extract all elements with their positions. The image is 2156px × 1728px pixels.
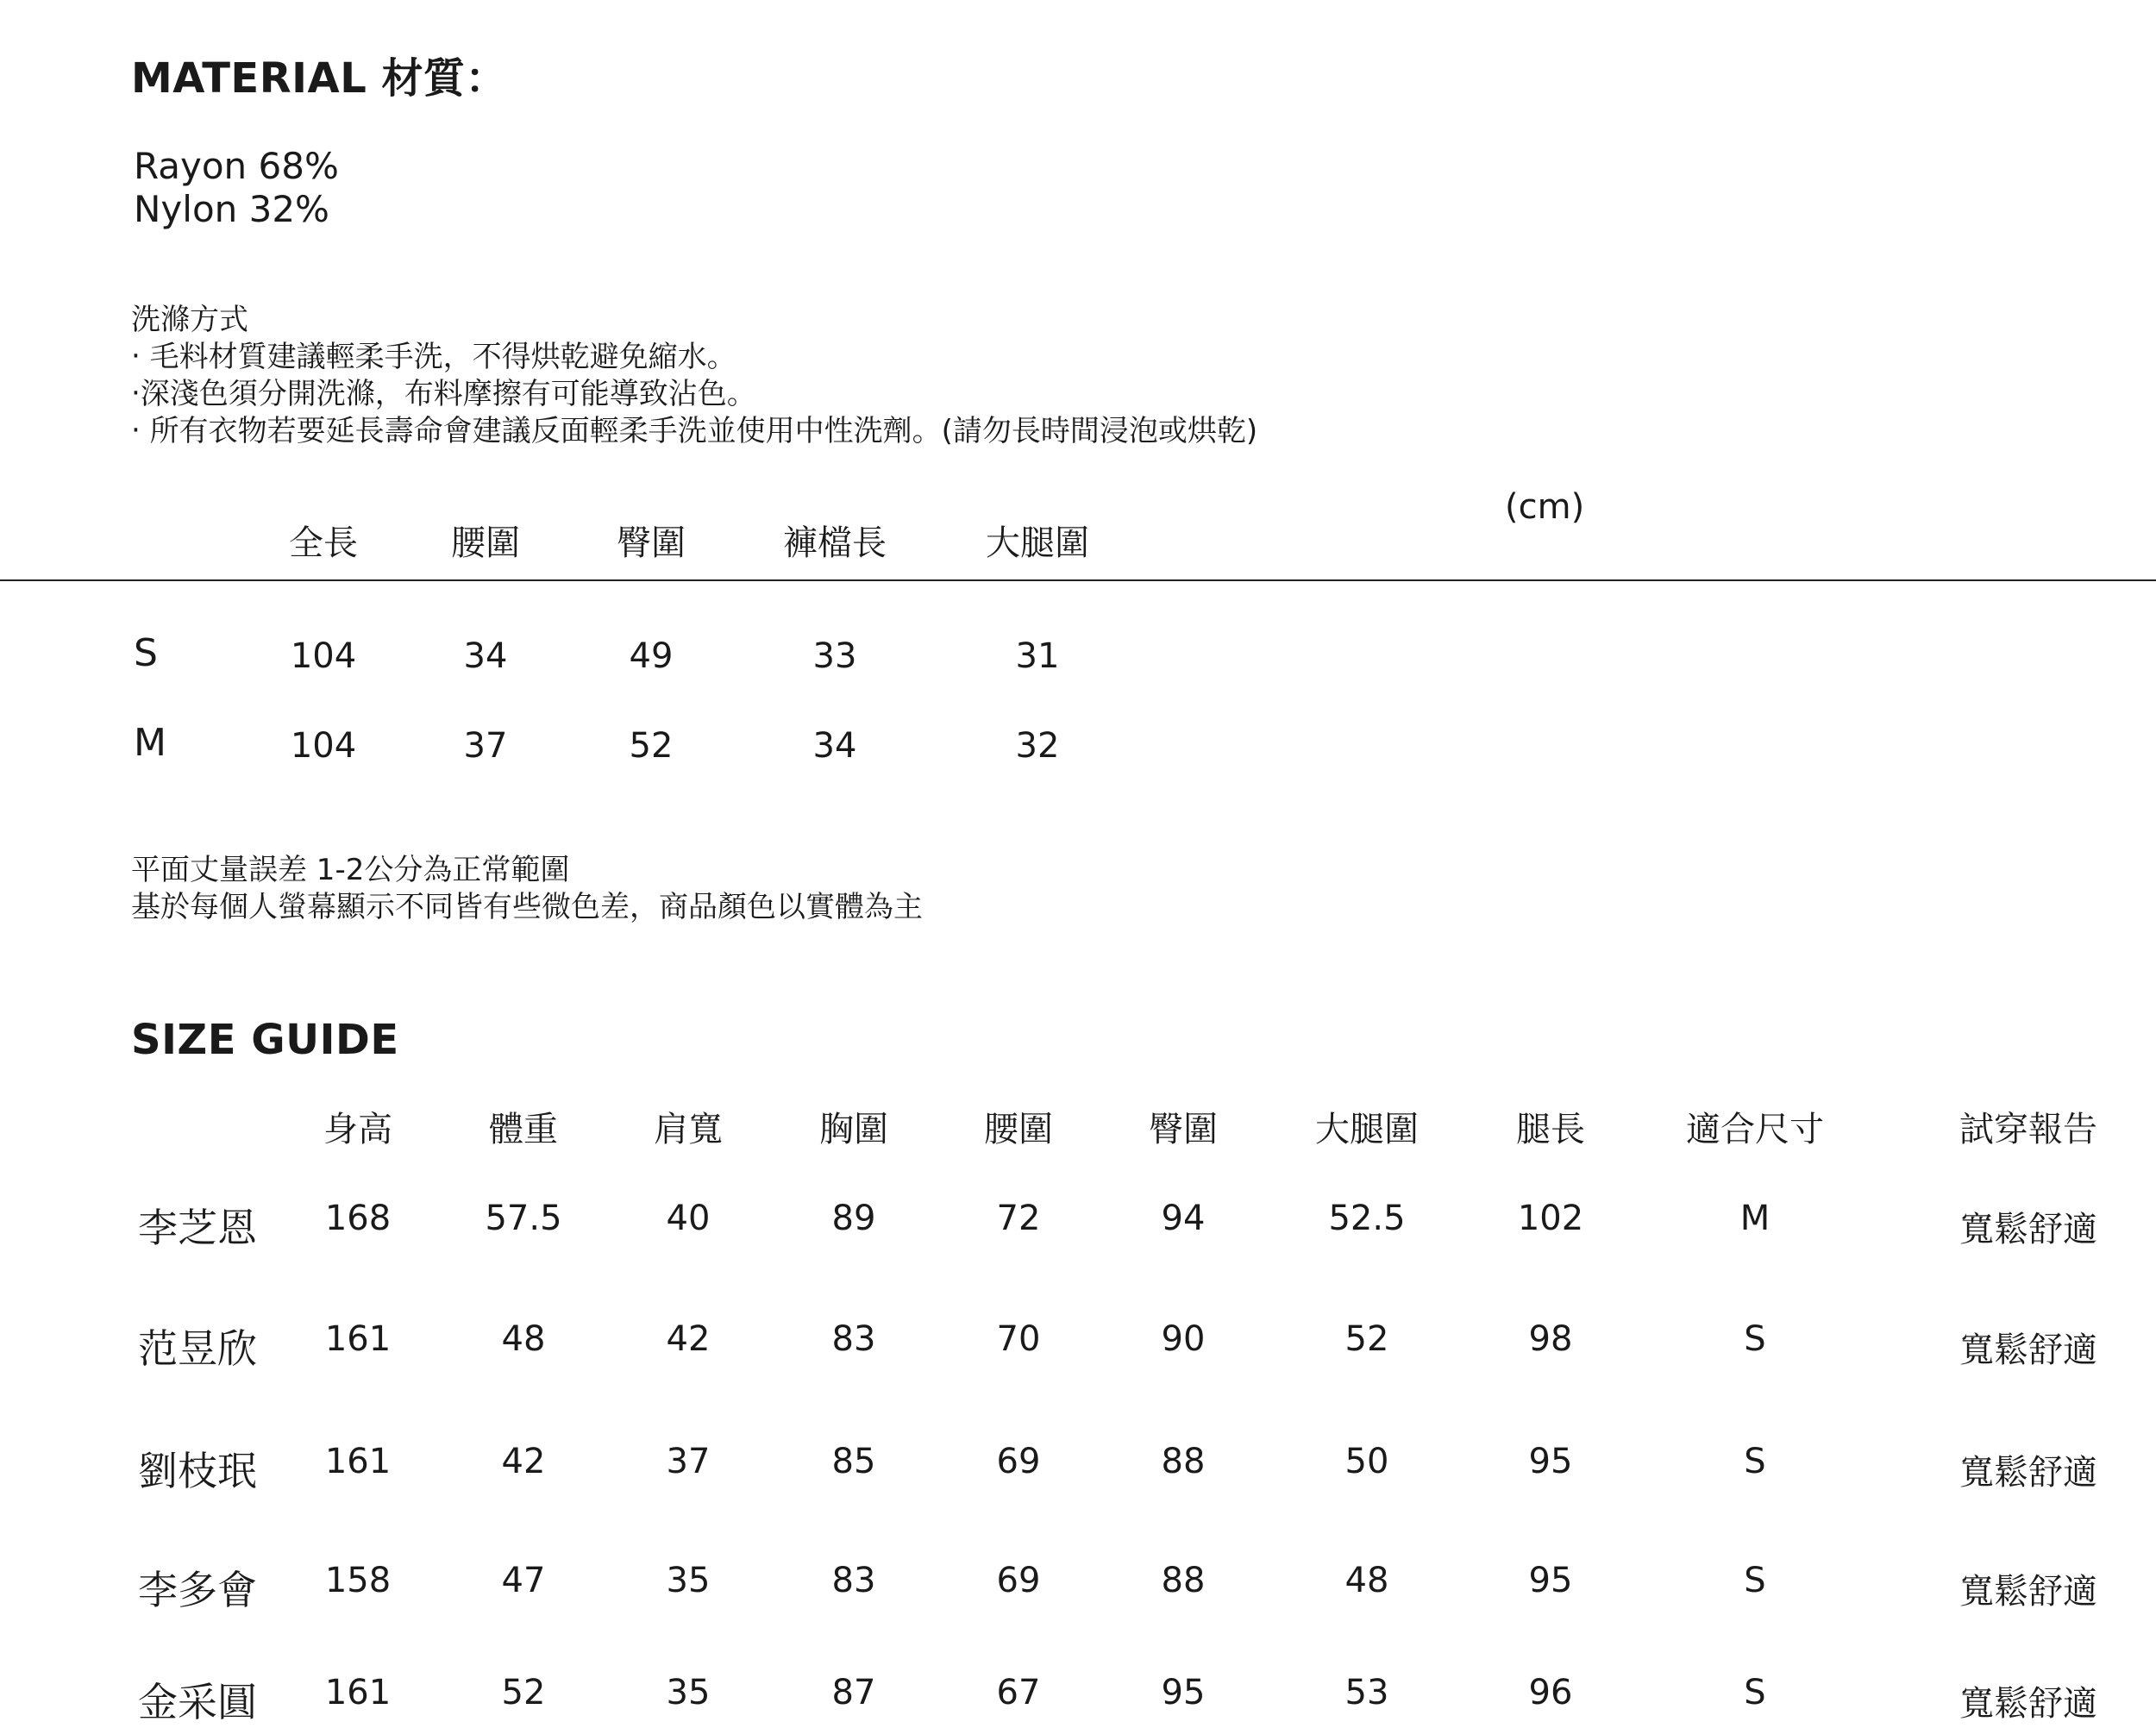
guide-header-leg-length: 腿長 [1516,1110,1585,1149]
guide-cell-fit-size: S [1744,1442,1766,1481]
size-header-hip: 臀圍 [617,523,686,563]
guide-cell-shoulder: 35 [666,1561,711,1600]
guide-cell-weight: 52 [501,1673,546,1712]
guide-cell-fit-size: S [1744,1673,1766,1712]
guide-cell-fit-report: 寬鬆舒適 [1959,1330,2097,1370]
guide-row-name: 李芝恩 [138,1205,257,1251]
guide-cell-fit-size: S [1744,1561,1766,1600]
guide-header-chest: 胸圍 [819,1110,888,1149]
guide-cell-thigh: 52 [1344,1319,1389,1359]
guide-cell-waist: 67 [996,1673,1041,1712]
size-row-label: S [134,631,158,675]
guide-cell-leg-length: 95 [1528,1442,1573,1481]
guide-row-name: 李多會 [138,1567,257,1613]
guide-header-weight: 體重 [489,1110,558,1149]
guide-cell-hip: 88 [1161,1442,1206,1481]
size-row-label: M [134,721,166,765]
size-cell: 31 [1015,636,1060,676]
size-guide-heading: SIZE GUIDE [131,1016,399,1064]
guide-cell-shoulder: 35 [666,1673,711,1712]
guide-cell-weight: 42 [501,1442,546,1481]
guide-cell-chest: 89 [831,1199,876,1238]
size-cell: 52 [629,726,674,766]
care-line-3: ‧ 所有衣物若要延長壽命會建議反面輕柔手洗並使用中性洗劑。(請勿長時間浸泡或烘乾) [131,414,1258,448]
guide-cell-fit-report: 寬鬆舒適 [1959,1453,2097,1493]
guide-cell-waist: 72 [996,1199,1041,1238]
guide-cell-hip: 95 [1161,1673,1206,1712]
guide-header-thigh: 大腿圍 [1315,1110,1419,1149]
size-cell: 34 [463,636,508,676]
guide-row-name: 金采圓 [138,1679,257,1725]
care-title: 洗滌方式 [131,303,248,337]
guide-cell-thigh: 53 [1344,1673,1389,1712]
size-header-rise: 褲檔長 [783,523,887,563]
guide-cell-thigh: 50 [1344,1442,1389,1481]
guide-header-waist: 腰圍 [984,1110,1053,1149]
guide-cell-fit-size: M [1739,1199,1771,1238]
size-cell: 34 [812,726,857,766]
size-cell: 32 [1015,726,1060,766]
guide-cell-fit-size: S [1744,1319,1766,1359]
guide-cell-waist: 69 [996,1561,1041,1600]
guide-cell-fit-report: 寬鬆舒適 [1959,1684,2097,1724]
guide-cell-height: 161 [324,1319,392,1359]
guide-cell-shoulder: 37 [666,1442,711,1481]
guide-cell-chest: 87 [831,1673,876,1712]
material-line-rayon: Rayon 68% [134,145,339,187]
guide-cell-height: 168 [324,1199,392,1238]
guide-header-height: 身高 [323,1110,392,1149]
guide-cell-hip: 88 [1161,1561,1206,1600]
size-header-waist: 腰圍 [451,523,520,563]
note-color: 基於每個人螢幕顯示不同皆有些微色差，商品顏色以實體為主 [131,890,923,924]
guide-cell-shoulder: 42 [666,1319,711,1359]
note-tolerance: 平面丈量誤差 1-2公分為正常範圍 [131,853,570,887]
size-cell: 49 [629,636,674,676]
care-line-1: ‧ 毛料材質建議輕柔手洗，不得烘乾避免縮水。 [131,340,736,374]
guide-cell-leg-length: 95 [1528,1561,1573,1600]
guide-cell-fit-report: 寬鬆舒適 [1959,1210,2097,1249]
guide-cell-fit-report: 寬鬆舒適 [1959,1572,2097,1612]
guide-cell-chest: 83 [831,1319,876,1359]
guide-cell-chest: 83 [831,1561,876,1600]
guide-cell-thigh: 48 [1344,1561,1389,1600]
material-line-nylon: Nylon 32% [134,188,329,230]
guide-cell-height: 161 [324,1442,392,1481]
size-header-thigh: 大腿圍 [986,523,1089,563]
guide-cell-height: 161 [324,1673,392,1712]
guide-cell-waist: 70 [996,1319,1041,1359]
guide-header-hip: 臀圍 [1149,1110,1218,1149]
guide-cell-weight: 48 [501,1319,546,1359]
guide-cell-thigh: 52.5 [1328,1199,1406,1238]
guide-cell-chest: 85 [831,1442,876,1481]
guide-header-fit-report: 試穿報告 [1959,1110,2097,1149]
guide-row-name: 范昱欣 [138,1325,257,1372]
guide-cell-leg-length: 98 [1528,1319,1573,1359]
guide-header-shoulder: 肩寬 [654,1110,723,1149]
size-table-divider [0,579,2156,581]
guide-cell-weight: 47 [501,1561,546,1600]
unit-label: (cm) [1505,487,1585,527]
size-cell: 104 [290,726,357,766]
guide-cell-shoulder: 40 [666,1199,711,1238]
guide-cell-waist: 69 [996,1442,1041,1481]
guide-header-fit-size: 適合尺寸 [1686,1110,1824,1149]
guide-cell-leg-length: 102 [1517,1199,1584,1238]
material-heading: MATERIAL 材質： [131,54,507,103]
guide-cell-hip: 90 [1161,1319,1206,1359]
guide-cell-hip: 94 [1161,1199,1206,1238]
guide-cell-weight: 57.5 [485,1199,562,1238]
size-cell: 104 [290,636,357,676]
size-header-length: 全長 [289,523,358,563]
size-cell: 33 [812,636,857,676]
guide-row-name: 劉枝珉 [138,1448,257,1494]
size-cell: 37 [463,726,508,766]
care-line-2: ‧深淺色須分開洗滌，布料摩擦有可能導致沾色。 [131,377,756,411]
guide-cell-leg-length: 96 [1528,1673,1573,1712]
guide-cell-height: 158 [324,1561,392,1600]
